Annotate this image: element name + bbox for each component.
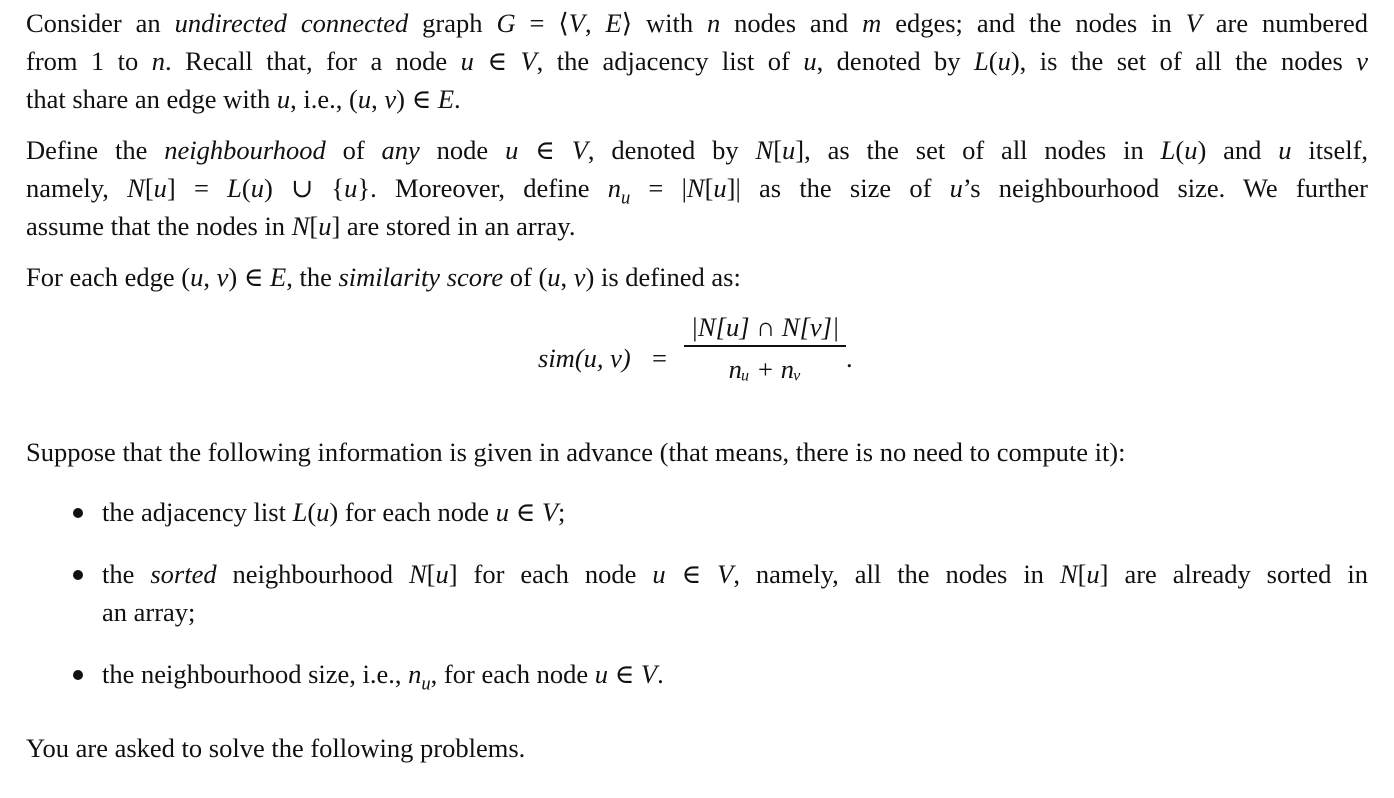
list-item: [26, 555, 1368, 631]
paragraph-given-info: [26, 433, 1368, 471]
paragraph-1-line-1: Consider an undirected connected graph G = ⟨V, E⟩ with n nodes and m edges; and the nodes in V are numbered: [26, 8, 1368, 38]
bullet-icon: [73, 670, 83, 680]
given-info-list: [26, 493, 1368, 693]
paragraph-neighbourhood-definition: [26, 131, 1368, 245]
equation-fraction: [684, 309, 846, 387]
equation-lhs: sim(u, v): [538, 343, 631, 373]
bullet-1-text: the adjacency list L(u) for each node u ∈ V;: [102, 497, 566, 527]
bullet-2-line-2: an array;: [102, 597, 196, 627]
bullet-icon: [73, 508, 83, 518]
paragraph-3-line: For each edge (u, v) ∈ E, the similarity score of (u, v) is defined as:: [26, 262, 741, 292]
bullet-icon: [73, 570, 83, 580]
paragraph-graph-definition: [26, 4, 1368, 118]
equation-equals-sign: =: [652, 343, 667, 373]
paragraph-2-line-1: Define the neighbourhood of any node u ∈ V, denoted by N[u], as the set of all nodes in L(u) and u itself,: [26, 135, 1369, 165]
paragraph-1-line-2: from 1 to n. Recall that, for a node u ∈ V, the adjacency list of u, denoted by L(u), is the set of all the nodes v: [26, 46, 1368, 76]
bullet-2-line-1: the sorted neighbourhood N[u] for each node u ∈ V, namely, all the nodes in N[u] are already sorted in: [102, 559, 1369, 589]
paragraph-task-intro: You are asked to solve the following problems.: [26, 733, 526, 763]
equation-denominator: nᵤ + nᵥ: [728, 353, 802, 384]
equation-numerator: |N[u] ∩ N[v]|: [690, 312, 840, 342]
paragraph-1-line-3: that share an edge with u, i.e., (u, v) ∈ E.: [26, 84, 461, 114]
list-item: [26, 493, 1368, 531]
document-body: [26, 4, 1368, 794]
paragraph-similarity-intro: [26, 258, 1368, 296]
equation-period: .: [846, 343, 853, 373]
list-item: [26, 655, 1368, 693]
similarity-equation: [26, 309, 1368, 421]
bullet-3-text: the neighbourhood size, i.e., $n_u$, for each node u ∈ V.: [102, 659, 664, 695]
paragraph-2-line-3: assume that the nodes in N[u] are stored in an array.: [26, 211, 576, 241]
paragraph-2-line-2: namely, N[u] = L(u) ∪ {u}. Moreover, define $n_u = |N[u]|$ as the size of u’s neighbourhood size. We further: [26, 173, 1368, 209]
paragraph-4-line: Suppose that the following information is given in advance (that means, there is no need to compute it):: [26, 437, 1126, 467]
